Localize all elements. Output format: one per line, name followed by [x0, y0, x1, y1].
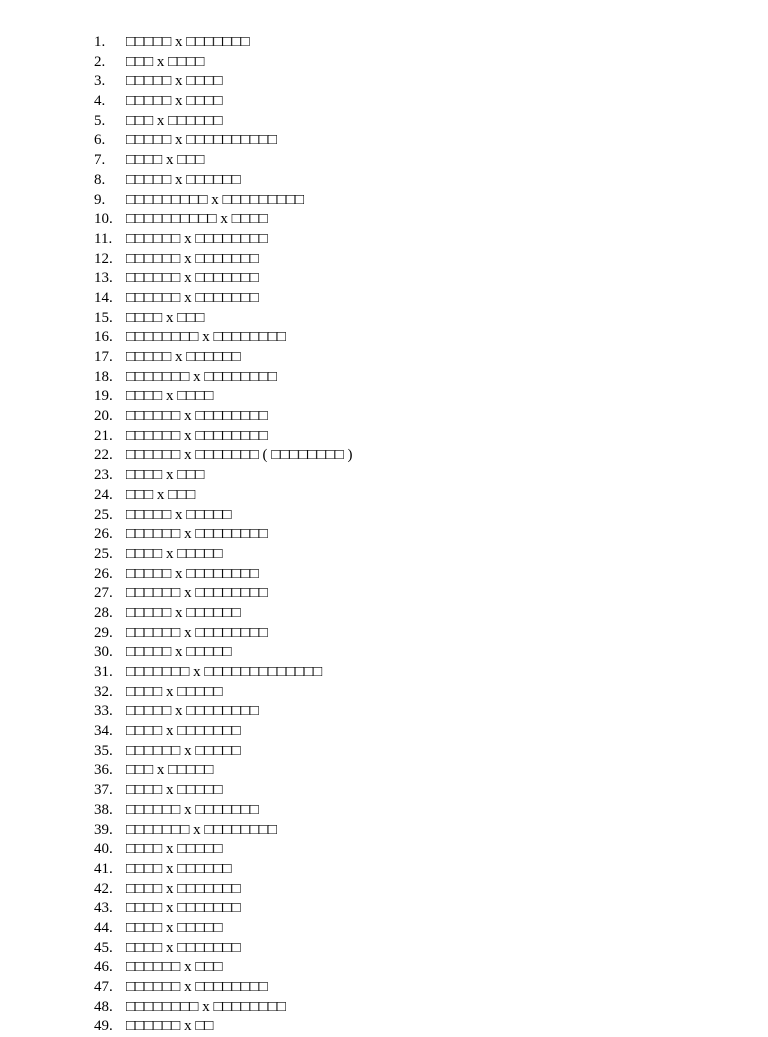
- list-item-number: 38.: [94, 801, 113, 818]
- list-item-text: □□□□□□ x □□□□□□□□: [126, 526, 268, 543]
- list-item-text: □□□□□ x □□□□□□□□: [126, 703, 259, 720]
- list-item: [0, 250, 768, 270]
- list-item: [0, 604, 768, 624]
- list-item-text: □□□□ x □□□□□□□: [126, 880, 241, 897]
- list-item-number: 33.: [94, 703, 113, 720]
- list-item: [0, 210, 768, 230]
- list-item-number: 49.: [94, 1018, 113, 1035]
- list-item: [0, 92, 768, 112]
- list-item: [0, 742, 768, 762]
- list-item-number: 18.: [94, 368, 113, 385]
- list-item: [0, 289, 768, 309]
- list-item: [0, 387, 768, 407]
- list-item-number: 13.: [94, 270, 113, 287]
- list-item-text: □□□□□□□□ x □□□□□□□□: [126, 329, 286, 346]
- list-item-text: □□□ x □□□□□□: [126, 112, 223, 129]
- list-item-number: 47.: [94, 979, 113, 995]
- list-item-number: 30.: [94, 644, 113, 661]
- list-item-text: □□□□□□ x □□□□□□□: [126, 801, 259, 818]
- list-item-number: 23.: [94, 467, 113, 484]
- list-item: [0, 131, 768, 151]
- list-item-text: □□□□ x □□□: [126, 309, 205, 326]
- list-item-text: □□□□□ x □□□□□□□: [126, 34, 250, 50]
- list-item-number: 29.: [94, 624, 113, 641]
- list-item-text: □□□□ x □□□: [126, 467, 205, 484]
- list-item-text: □□□□ x □□□□□□□: [126, 723, 241, 740]
- list-item: [0, 151, 768, 171]
- list-item: [0, 584, 768, 604]
- list-item: [0, 860, 768, 880]
- list-item-text: □□□□□□ x □□□□□□□□: [126, 427, 268, 444]
- list-item-text: □□□□□□ x □□□: [126, 959, 223, 976]
- list-item: [0, 486, 768, 506]
- list-item-number: 24.: [94, 486, 113, 503]
- list-item-text: □□□□ x □□□: [126, 152, 205, 169]
- list-item: [0, 348, 768, 368]
- list-item: [0, 958, 768, 978]
- list-item: [0, 525, 768, 545]
- list-item: [0, 269, 768, 289]
- list-item: [0, 53, 768, 73]
- list-item: [0, 840, 768, 860]
- list-item: [0, 309, 768, 329]
- list-item: [0, 663, 768, 683]
- list-item: [0, 466, 768, 486]
- list-item-text: □□□□□ x □□□□□□: [126, 604, 241, 621]
- list-item-number: 26.: [94, 526, 113, 543]
- list-item-text: □□□□ x □□□□□: [126, 545, 223, 562]
- list-item-number: 1.: [94, 34, 106, 50]
- list-item-text: □□□□ x □□□□: [126, 388, 214, 405]
- list-item-text: □□□□□□□□ x □□□□□□□□: [126, 998, 286, 1015]
- list-item: [0, 72, 768, 92]
- list-item-number: 44.: [94, 919, 113, 936]
- list-item-number: 25.: [94, 545, 113, 562]
- list-item-number: 20.: [94, 408, 113, 425]
- list-item: [0, 624, 768, 644]
- list-item: [0, 722, 768, 742]
- list-item-text: □□□□□ x □□□□: [126, 73, 223, 90]
- list-item-text: □□□□□□ x □□□□□□□ ( □□□□□□□□ ): [126, 447, 353, 464]
- list-item-text: □□□ x □□□: [126, 486, 196, 503]
- list-item-text: □□□□□□□ x □□□□□□□□: [126, 368, 277, 385]
- list-item: [0, 919, 768, 939]
- list-item-number: 9.: [94, 191, 106, 208]
- list-item: [0, 781, 768, 801]
- list-item-number: 10.: [94, 211, 113, 228]
- list-item-number: 34.: [94, 723, 113, 740]
- list-item-number: 25.: [94, 506, 113, 523]
- list-item-number: 39.: [94, 821, 113, 838]
- list-item-number: 6.: [94, 132, 106, 149]
- list-item-text: □□□□ x □□□□□□: [126, 860, 232, 877]
- list-item-text: □□□ x □□□□: [126, 53, 205, 70]
- list-item: [0, 328, 768, 348]
- list-item-number: 2.: [94, 53, 106, 70]
- list-item-text: □□□□□□ x □□□□□□□□: [126, 585, 268, 602]
- list-item-number: 28.: [94, 604, 113, 621]
- list-item-number: 43.: [94, 900, 113, 917]
- list-item-number: 3.: [94, 73, 106, 90]
- list-item-number: 42.: [94, 880, 113, 897]
- list-item-text: □□□□□□□ x □□□□□□□□: [126, 821, 277, 838]
- list-item-number: 8.: [94, 171, 106, 188]
- list-item-number: 12.: [94, 250, 113, 267]
- list-item-number: 11.: [94, 230, 113, 247]
- list-item: [0, 821, 768, 841]
- list-item-number: 37.: [94, 782, 113, 799]
- list-item-text: □□□□□ x □□□□□□: [126, 171, 241, 188]
- list-item: [0, 407, 768, 427]
- list-item-text: □□□□□□ x □□□□□□□□: [126, 408, 268, 425]
- list-item-text: □□□□□ x □□□□□□: [126, 349, 241, 365]
- numbered-list: [0, 33, 768, 1037]
- list-item-text: □□□□□ x □□□□: [126, 93, 223, 110]
- list-item-number: 5.: [94, 112, 106, 129]
- list-item-text: □□□□□ x □□□□□□□□: [126, 565, 259, 582]
- list-item-text: □□□□□□ x □□□□□□□: [126, 270, 259, 287]
- list-item-text: □□□□ x □□□□□: [126, 841, 223, 858]
- list-item-number: 16.: [94, 329, 113, 346]
- list-item-text: □□□□□ x □□□□□: [126, 644, 232, 661]
- list-item: [0, 978, 768, 998]
- list-item-text: □□□□□□□ x □□□□□□□□□□□□□: [126, 664, 323, 680]
- list-item-text: □□□□□□ x □□□□□: [126, 742, 241, 759]
- list-item-text: □□□□□ x □□□□□: [126, 506, 232, 523]
- list-item-text: □□□□□□□□□□ x □□□□: [126, 211, 268, 228]
- list-item: [0, 368, 768, 388]
- list-item: [0, 683, 768, 703]
- list-item: [0, 565, 768, 585]
- list-item-number: 32.: [94, 683, 113, 700]
- list-item-number: 46.: [94, 959, 113, 976]
- list-item: [0, 171, 768, 191]
- list-item-text: □□□□□□ x □□□□□□□□: [126, 230, 268, 247]
- list-item-number: 7.: [94, 152, 106, 169]
- list-item-text: □□□□□ x □□□□□□□□□□: [126, 132, 277, 149]
- list-item: [0, 939, 768, 959]
- list-item: [0, 545, 768, 565]
- list-item: [0, 702, 768, 722]
- list-item-number: 19.: [94, 388, 113, 405]
- list-item: [0, 1017, 768, 1037]
- list-item: [0, 899, 768, 919]
- list-item: [0, 761, 768, 781]
- list-item-text: □□□□ x □□□□□: [126, 683, 223, 700]
- list-item: [0, 33, 768, 53]
- list-item-number: 4.: [94, 93, 106, 110]
- list-item-number: 40.: [94, 841, 113, 858]
- list-item-text: □□□□ x □□□□□: [126, 782, 223, 799]
- list-item-text: □□□□ x □□□□□: [126, 919, 223, 936]
- list-item: [0, 801, 768, 821]
- list-item-number: 35.: [94, 742, 113, 759]
- list-item-number: 15.: [94, 309, 113, 326]
- list-item-text: □□□□□□□□□ x □□□□□□□□□: [126, 191, 305, 208]
- list-item: [0, 230, 768, 250]
- list-item-number: 22.: [94, 447, 113, 464]
- list-item-number: 14.: [94, 289, 113, 306]
- list-item-number: 41.: [94, 860, 113, 877]
- list-item-text: □□□□□□ x □□: [126, 1018, 214, 1035]
- list-item: [0, 112, 768, 132]
- list-item-text: □□□□□□ x □□□□□□□: [126, 289, 259, 306]
- list-item: [0, 446, 768, 466]
- list-item-text: □□□□□□ x □□□□□□□□: [126, 624, 268, 641]
- list-item-text: □□□□□□ x □□□□□□□: [126, 250, 259, 267]
- list-item: [0, 998, 768, 1018]
- list-item-number: 36.: [94, 762, 113, 779]
- list-item-number: 26.: [94, 565, 113, 582]
- list-item-number: 48.: [94, 998, 113, 1015]
- list-item-number: 31.: [94, 664, 113, 680]
- list-item-number: 21.: [94, 427, 113, 444]
- list-item-number: 27.: [94, 585, 113, 602]
- list-item: [0, 191, 768, 211]
- list-item-number: 17.: [94, 349, 113, 365]
- list-item: [0, 880, 768, 900]
- list-item-text: □□□□ x □□□□□□□: [126, 900, 241, 917]
- list-item-text: □□□ x □□□□□: [126, 762, 214, 779]
- list-item-text: □□□□□□ x □□□□□□□□: [126, 979, 268, 995]
- list-item: [0, 506, 768, 526]
- list-item-text: □□□□ x □□□□□□□: [126, 939, 241, 956]
- list-item: [0, 427, 768, 447]
- list-item-number: 45.: [94, 939, 113, 956]
- list-item: [0, 643, 768, 663]
